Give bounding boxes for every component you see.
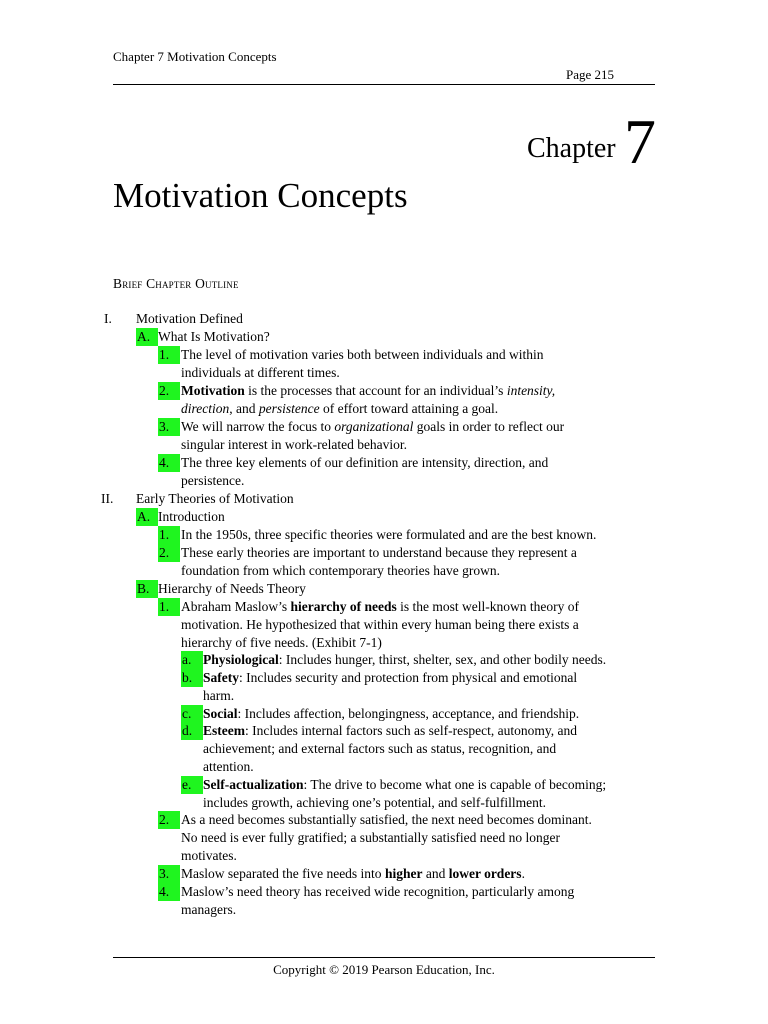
item-marker: 2. — [158, 382, 180, 400]
item-text: managers. — [181, 902, 237, 917]
item-marker: 3. — [158, 418, 180, 436]
section-numeral: II. — [101, 491, 114, 506]
item-marker: 2. — [158, 811, 180, 829]
chapter-number: 7 — [624, 106, 656, 177]
term-bold: Social — [203, 706, 238, 721]
need-marker: b. — [181, 669, 203, 687]
section-numeral: I. — [104, 311, 112, 326]
item-text: The three key elements of our definition are intensity, direction, and — [181, 455, 549, 470]
term-bold: Self-actualization — [203, 777, 304, 792]
running-header-title: Chapter 7 Motivation Concepts — [113, 49, 277, 64]
chapter-title: Motivation Concepts — [113, 176, 408, 215]
section-title: Motivation Defined — [136, 311, 243, 326]
need-marker: c. — [181, 705, 203, 723]
term-bold: hierarchy of needs — [290, 599, 397, 614]
item-text: direction, and persistence of effort toward attaining a goal. — [181, 401, 499, 416]
item-text: foundation from which contemporary theories have grown. — [181, 563, 501, 578]
term-bold: higher — [384, 866, 423, 881]
item-text: persistence. — [181, 473, 245, 488]
page-number: Page 215 — [566, 67, 615, 82]
need-marker: d. — [181, 722, 203, 740]
item-text: The level of motivation varies both between individuals and within — [181, 347, 544, 362]
term-italic: organizational — [334, 419, 414, 434]
item-marker: 1. — [158, 526, 180, 544]
need-marker: a. — [181, 651, 203, 669]
term-bold: Safety — [203, 670, 239, 685]
item-text: Motivation is the processes that account for an individual’s intensity, — [181, 383, 556, 398]
footer-rule — [113, 957, 655, 958]
item-marker: 2. — [158, 544, 180, 562]
term-bold: Physiological — [203, 652, 279, 667]
copyright-footer: Copyright © 2019 Pearson Education, Inc. — [273, 962, 495, 977]
item-text: We will narrow the focus to organizational goals in order to reflect our — [181, 419, 565, 434]
term-bold: Motivation — [181, 383, 245, 398]
item-text: As a need becomes substantially satisfied, the next need becomes dominant. — [181, 812, 592, 827]
item-marker: 1. — [158, 346, 180, 364]
subsection-marker: A. — [136, 508, 158, 526]
header-rule — [113, 84, 655, 85]
item-text: individuals at different times. — [181, 365, 340, 380]
need-text: achievement; and external factors such as status, recognition, and — [203, 741, 557, 756]
need-text: attention. — [203, 759, 254, 774]
item-text: hierarchy of five needs. (Exhibit 7-1) — [181, 635, 382, 650]
need-text: Self-actualization: The drive to become what one is capable of becoming; — [203, 777, 607, 792]
item-text: Maslow separated the five needs into higher and lower orders. — [181, 866, 525, 881]
term-italic: intensity, — [506, 383, 556, 398]
subsection-marker: B. — [136, 580, 158, 598]
item-text: motivates. — [181, 848, 237, 863]
item-marker: 4. — [158, 454, 180, 472]
need-text: Safety: Includes security and protection from physical and emotional — [203, 670, 578, 685]
item-text: motivation. He hypothesized that within every human being there exists a — [181, 617, 579, 632]
item-text: Abraham Maslow’s hierarchy of needs is the most well-known theory of — [181, 599, 579, 614]
chapter-label: Chapter — [527, 133, 616, 164]
need-marker: e. — [181, 776, 203, 794]
subsection-title: What Is Motivation? — [158, 329, 270, 344]
subsection-title: Introduction — [158, 509, 225, 524]
term-italic: direction — [181, 401, 230, 416]
item-text: These early theories are important to understand because they represent a — [181, 545, 577, 560]
outline-heading: Brief Chapter Outline — [113, 276, 239, 291]
need-text: Physiological: Includes hunger, thirst, shelter, sex, and other bodily needs. — [203, 652, 607, 667]
need-text: Social: Includes affection, belongingness, acceptance, and friendship. — [203, 706, 580, 721]
subsection-marker: A. — [136, 328, 158, 346]
item-text: Maslow’s need theory has received wide recognition, particularly among — [181, 884, 575, 899]
subsection-title: Hierarchy of Needs Theory — [158, 581, 306, 596]
term-bold: lower orders — [448, 866, 522, 881]
item-marker: 1. — [158, 598, 180, 616]
term-italic: persistence — [258, 401, 320, 416]
item-marker: 3. — [158, 865, 180, 883]
need-text: harm. — [203, 688, 235, 703]
item-text: singular interest in work-related behavior. — [181, 437, 408, 452]
term-bold: Esteem — [203, 723, 245, 738]
item-text: No need is ever fully gratified; a substantially satisfied need no longer — [181, 830, 561, 845]
item-text: In the 1950s, three specific theories were formulated and are the best known. — [181, 527, 597, 542]
item-marker: 4. — [158, 883, 180, 901]
section-title: Early Theories of Motivation — [136, 491, 294, 506]
need-text: includes growth, achieving one’s potential, and self-fulfillment. — [203, 795, 547, 810]
need-text: Esteem: Includes internal factors such as self-respect, autonomy, and — [203, 723, 577, 738]
